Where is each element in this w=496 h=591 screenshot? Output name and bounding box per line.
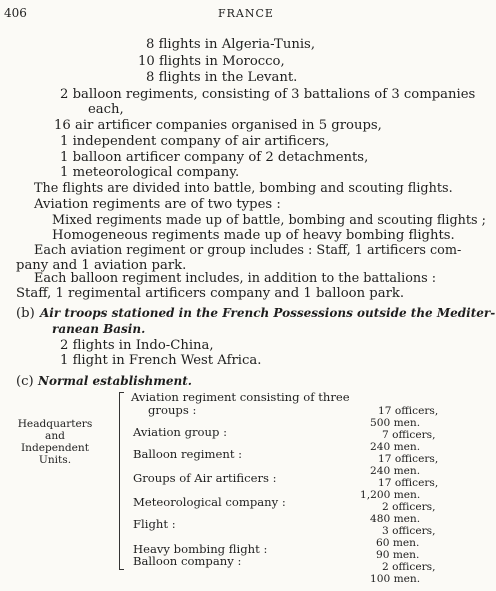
row-label: Balloon regiment : (133, 447, 243, 461)
paragraph: Staff, 1 regimental artificers company and 1 balloon park. (16, 286, 405, 301)
list-item: 1 flight in French West Africa. (60, 353, 262, 368)
row-label: Groups of Air artificers : (133, 471, 277, 485)
section-title-cont: ranean Basin. (52, 322, 146, 336)
list-item: 1 balloon artificer company of 2 detachments, (60, 150, 369, 165)
value-cell: 17 officers, (378, 477, 439, 489)
running-title: FRANCE (218, 7, 274, 20)
row-label: Aviation group : (133, 425, 227, 439)
list-item: 1 independent company of air artificers, (60, 134, 330, 149)
unit-label-line: Units. (38, 454, 72, 466)
row-label: Heavy bombing flight : (133, 542, 268, 556)
unit-label (12, 418, 98, 466)
row-label: Meteorological company : (133, 495, 286, 509)
list-item: 1 meteorological company. (60, 165, 240, 180)
balloon-regiments-line: 2 balloon regiments, consisting of 3 battalions of 3 companies (60, 87, 476, 102)
paragraph: Aviation regiments are of two types : (34, 197, 281, 212)
value-cell: 480 men. (370, 513, 421, 525)
value-cell: 100 men. (370, 573, 421, 585)
value-cell: 7 officers, (382, 429, 436, 441)
unit-label-line: and (45, 430, 65, 442)
value-cell: 2 officers, (382, 501, 436, 513)
paragraph: The flights are divided into battle, bombing and scouting flights. (34, 181, 453, 196)
section-title: Air troops stationed in the French Possessions outside the Mediter- (40, 306, 496, 320)
value-cell: 3 officers, (382, 525, 436, 537)
row-label: groups : (148, 403, 197, 417)
value-cell: 240 men. (370, 441, 421, 453)
value-cell: 17 officers, (378, 453, 439, 465)
list-item: 10 flights in Morocco, (138, 54, 285, 69)
balloon-regiments-line-cont: each, (88, 102, 124, 117)
list-item: 2 flights in Indo-China, (60, 338, 214, 353)
row-label: Flight : (133, 517, 176, 531)
row-label: Aviation regiment consisting of three (131, 390, 350, 404)
section-title: Normal establishment. (38, 374, 192, 388)
value-cell: 17 officers, (378, 405, 439, 417)
unit-label-line: Headquarters (17, 418, 93, 430)
grouping-brace (119, 392, 126, 570)
section-marker: (c) (16, 374, 34, 389)
list-item: 8 flights in the Levant. (146, 70, 298, 85)
paragraph: pany and 1 aviation park. (16, 258, 187, 273)
value-cell: 60 men. (376, 537, 420, 549)
value-cell: 1,200 men. (360, 489, 421, 501)
list-item: 16 air artificer companies organised in 5 groups, (54, 118, 382, 133)
paragraph: Homogeneous regiments made up of heavy bombing flights. (52, 228, 455, 243)
paragraph: Each aviation regiment or group includes : Staff, 1 artificers com- (34, 243, 462, 258)
value-cell: 90 men. (376, 549, 420, 561)
value-cell: 2 officers, (382, 561, 436, 573)
value-cell: 500 men. (370, 417, 421, 429)
paragraph: Each balloon regiment includes, in addition to the battalions : (34, 271, 437, 286)
list-item: 8 flights in Algeria-Tunis, (146, 37, 316, 52)
page-number: 406 (4, 6, 27, 20)
section-marker: (b) (16, 306, 35, 321)
paragraph: Mixed regiments made up of battle, bombing and scouting flights ; (52, 213, 486, 228)
row-label: Balloon company : (133, 554, 242, 568)
value-cell: 240 men. (370, 465, 421, 477)
unit-label-line: Independent (20, 442, 90, 454)
